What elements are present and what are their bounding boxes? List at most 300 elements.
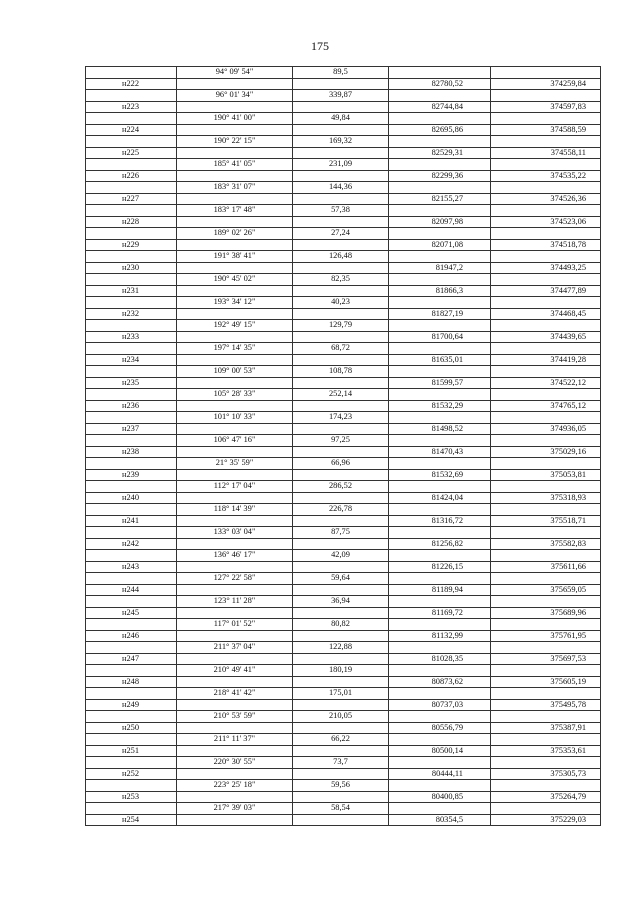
table-row [86,538,601,550]
y-coordinate-cell [491,297,601,309]
direction-angle-cell [177,469,293,481]
y-coordinate-cell: 374588,59 [491,124,601,136]
table-row [86,596,601,608]
direction-angle-cell [177,170,293,182]
distance-cell: 89,5 [293,67,389,79]
point-name-cell: н248 [86,676,177,688]
x-coordinate-cell [389,435,491,447]
table-row [86,734,601,746]
distance-cell: 66,22 [293,734,389,746]
y-coordinate-cell [491,343,601,355]
y-coordinate-cell: 375611,66 [491,561,601,573]
point-name-cell [86,182,177,194]
direction-angle-cell [177,722,293,734]
direction-angle-cell: 211° 11' 37" [177,734,293,746]
y-coordinate-cell: 374439,65 [491,331,601,343]
point-name-cell: н230 [86,262,177,274]
x-coordinate-cell: 81498,52 [389,423,491,435]
direction-angle-cell: 217° 39' 03" [177,803,293,815]
table-row [86,814,601,826]
table-row [86,412,601,424]
distance-cell: 174,23 [293,412,389,424]
table-row [86,573,601,585]
point-name-cell: н231 [86,285,177,297]
direction-angle-cell [177,308,293,320]
direction-angle-cell [177,676,293,688]
point-name-cell: н245 [86,607,177,619]
distance-cell: 66,96 [293,458,389,470]
distance-cell [293,607,389,619]
direction-angle-cell [177,147,293,159]
distance-cell: 210,05 [293,711,389,723]
x-coordinate-cell [389,458,491,470]
point-name-cell [86,435,177,447]
y-coordinate-cell: 374558,11 [491,147,601,159]
distance-cell [293,630,389,642]
y-coordinate-cell [491,458,601,470]
distance-cell [293,561,389,573]
x-coordinate-cell: 82744,84 [389,101,491,113]
distance-cell: 42,09 [293,550,389,562]
distance-cell: 68,72 [293,343,389,355]
table-row [86,297,601,309]
x-coordinate-cell: 82155,27 [389,193,491,205]
direction-angle-cell: 136° 46' 17" [177,550,293,562]
table-row [86,492,601,504]
distance-cell: 49,84 [293,113,389,125]
y-coordinate-cell: 375229,03 [491,814,601,826]
direction-angle-cell: 117° 01' 52" [177,619,293,631]
y-coordinate-cell: 375387,91 [491,722,601,734]
point-name-cell: н232 [86,308,177,320]
y-coordinate-cell [491,481,601,493]
y-coordinate-cell [491,67,601,79]
distance-cell: 27,24 [293,228,389,240]
distance-cell: 108,78 [293,366,389,378]
table-row [86,285,601,297]
point-name-cell: н235 [86,377,177,389]
x-coordinate-cell [389,274,491,286]
x-coordinate-cell [389,228,491,240]
direction-angle-cell [177,492,293,504]
table-row [86,607,601,619]
table-row [86,377,601,389]
y-coordinate-cell [491,734,601,746]
distance-cell: 97,25 [293,435,389,447]
y-coordinate-cell: 375495,78 [491,699,601,711]
distance-cell [293,147,389,159]
point-name-cell [86,573,177,585]
table-row [86,780,601,792]
x-coordinate-cell: 81132,99 [389,630,491,642]
x-coordinate-cell: 82097,98 [389,216,491,228]
table-row [86,308,601,320]
x-coordinate-cell [389,734,491,746]
y-coordinate-cell: 374765,12 [491,400,601,412]
y-coordinate-cell: 375605,19 [491,676,601,688]
table-row [86,90,601,102]
table-row [86,113,601,125]
y-coordinate-cell: 375518,71 [491,515,601,527]
direction-angle-cell [177,515,293,527]
direction-angle-cell: 109° 00' 53" [177,366,293,378]
x-coordinate-cell: 80873,62 [389,676,491,688]
direction-angle-cell [177,630,293,642]
distance-cell: 57,38 [293,205,389,217]
x-coordinate-cell: 80500,14 [389,745,491,757]
point-name-cell: н240 [86,492,177,504]
y-coordinate-cell: 375053,81 [491,469,601,481]
direction-angle-cell: 189° 02' 26" [177,228,293,240]
distance-cell [293,768,389,780]
distance-cell: 169,32 [293,136,389,148]
y-coordinate-cell [491,504,601,516]
x-coordinate-cell [389,780,491,792]
page-number: 175 [311,39,329,53]
direction-angle-cell: 220° 30' 55" [177,757,293,769]
x-coordinate-cell [389,642,491,654]
y-coordinate-cell: 374477,89 [491,285,601,297]
table-row [86,331,601,343]
y-coordinate-cell: 374535,22 [491,170,601,182]
table-row [86,205,601,217]
distance-cell [293,745,389,757]
distance-cell [293,78,389,90]
point-name-cell [86,734,177,746]
direction-angle-cell: 190° 45' 02" [177,274,293,286]
table-row [86,469,601,481]
table-row [86,722,601,734]
y-coordinate-cell: 374522,12 [491,377,601,389]
point-name-cell [86,665,177,677]
direction-angle-cell: 183° 17' 48" [177,205,293,217]
x-coordinate-cell: 80444,11 [389,768,491,780]
y-coordinate-cell: 374597,83 [491,101,601,113]
direction-angle-cell [177,607,293,619]
y-coordinate-cell [491,274,601,286]
x-coordinate-cell: 82529,31 [389,147,491,159]
point-name-cell [86,205,177,217]
y-coordinate-cell [491,435,601,447]
point-name-cell [86,366,177,378]
y-coordinate-cell [491,90,601,102]
distance-cell: 175,01 [293,688,389,700]
y-coordinate-cell [491,136,601,148]
x-coordinate-cell: 80400,85 [389,791,491,803]
x-coordinate-cell [389,343,491,355]
table-row [86,446,601,458]
table-row [86,803,601,815]
x-coordinate-cell [389,688,491,700]
y-coordinate-cell: 375264,79 [491,791,601,803]
x-coordinate-cell: 81424,04 [389,492,491,504]
x-coordinate-cell [389,550,491,562]
point-name-cell: н224 [86,124,177,136]
y-coordinate-cell: 375305,73 [491,768,601,780]
direction-angle-cell: 105° 28' 33" [177,389,293,401]
direction-angle-cell [177,101,293,113]
x-coordinate-cell [389,711,491,723]
table-row [86,354,601,366]
distance-cell [293,653,389,665]
table-row [86,147,601,159]
x-coordinate-cell [389,481,491,493]
distance-cell: 129,79 [293,320,389,332]
direction-angle-cell [177,745,293,757]
point-name-cell: н241 [86,515,177,527]
point-name-cell: н237 [86,423,177,435]
table-row [86,320,601,332]
distance-cell [293,216,389,228]
direction-angle-cell: 21° 35' 59" [177,458,293,470]
x-coordinate-cell: 82780,52 [389,78,491,90]
distance-cell: 58,54 [293,803,389,815]
direction-angle-cell [177,285,293,297]
direction-angle-cell [177,791,293,803]
y-coordinate-cell [491,757,601,769]
table-row [86,665,601,677]
y-coordinate-cell [491,366,601,378]
y-coordinate-cell: 374259,84 [491,78,601,90]
direction-angle-cell [177,354,293,366]
point-name-cell: н246 [86,630,177,642]
y-coordinate-cell [491,619,601,631]
distance-cell: 252,14 [293,389,389,401]
distance-cell [293,469,389,481]
direction-angle-cell: 112° 17' 04" [177,481,293,493]
distance-cell: 339,87 [293,90,389,102]
direction-angle-cell [177,423,293,435]
direction-angle-cell: 193° 34' 12" [177,297,293,309]
table-row [86,389,601,401]
y-coordinate-cell: 375659,05 [491,584,601,596]
table-row [86,458,601,470]
direction-angle-cell: 192° 49' 15" [177,320,293,332]
table-row [86,630,601,642]
coordinates-table [85,66,601,826]
direction-angle-cell: 183° 31' 07" [177,182,293,194]
y-coordinate-cell: 374526,36 [491,193,601,205]
distance-cell [293,193,389,205]
distance-cell [293,492,389,504]
direction-angle-cell: 210° 49' 41" [177,665,293,677]
x-coordinate-cell: 81532,29 [389,400,491,412]
x-coordinate-cell [389,665,491,677]
distance-cell [293,446,389,458]
x-coordinate-cell [389,757,491,769]
x-coordinate-cell [389,527,491,539]
table-row [86,699,601,711]
point-name-cell: н251 [86,745,177,757]
point-name-cell: н244 [86,584,177,596]
direction-angle-cell [177,78,293,90]
x-coordinate-cell: 81947,2 [389,262,491,274]
distance-cell [293,354,389,366]
distance-cell [293,400,389,412]
point-name-cell: н238 [86,446,177,458]
direction-angle-cell [177,400,293,412]
table-row [86,561,601,573]
x-coordinate-cell [389,297,491,309]
point-name-cell [86,504,177,516]
direction-angle-cell [177,446,293,458]
direction-angle-cell: 218° 41' 42" [177,688,293,700]
x-coordinate-cell [389,159,491,171]
y-coordinate-cell [491,688,601,700]
distance-cell [293,584,389,596]
x-coordinate-cell [389,205,491,217]
x-coordinate-cell: 81700,64 [389,331,491,343]
point-name-cell [86,412,177,424]
distance-cell: 126,48 [293,251,389,263]
point-name-cell [86,228,177,240]
direction-angle-cell: 106° 47' 16" [177,435,293,447]
distance-cell: 80,82 [293,619,389,631]
table-row [86,423,601,435]
direction-angle-cell: 96° 01' 34" [177,90,293,102]
direction-angle-cell: 101° 10' 33" [177,412,293,424]
table-row [86,400,601,412]
x-coordinate-cell: 81599,57 [389,377,491,389]
point-name-cell [86,481,177,493]
distance-cell [293,515,389,527]
y-coordinate-cell: 375761,95 [491,630,601,642]
y-coordinate-cell [491,205,601,217]
y-coordinate-cell [491,251,601,263]
x-coordinate-cell [389,182,491,194]
y-coordinate-cell [491,228,601,240]
table-row [86,711,601,723]
direction-angle-cell: 127° 22' 58" [177,573,293,585]
point-name-cell [86,780,177,792]
direction-angle-cell [177,653,293,665]
point-name-cell: н234 [86,354,177,366]
y-coordinate-cell [491,780,601,792]
x-coordinate-cell [389,251,491,263]
point-name-cell [86,596,177,608]
distance-cell [293,676,389,688]
point-name-cell [86,619,177,631]
x-coordinate-cell [389,67,491,79]
table-row [86,124,601,136]
direction-angle-cell: 94° 09' 54" [177,67,293,79]
distance-cell [293,423,389,435]
y-coordinate-cell: 374936,05 [491,423,601,435]
direction-angle-cell: 133° 03' 04" [177,527,293,539]
table-row [86,676,601,688]
direction-angle-cell [177,377,293,389]
x-coordinate-cell: 81189,94 [389,584,491,596]
point-name-cell [86,803,177,815]
x-coordinate-cell: 81256,82 [389,538,491,550]
direction-angle-cell [177,584,293,596]
y-coordinate-cell: 375697,53 [491,653,601,665]
y-coordinate-cell: 374518,78 [491,239,601,251]
x-coordinate-cell: 81532,69 [389,469,491,481]
distance-cell [293,285,389,297]
point-name-cell [86,274,177,286]
distance-cell [293,538,389,550]
y-coordinate-cell [491,412,601,424]
direction-angle-cell [177,814,293,826]
y-coordinate-cell: 375582,83 [491,538,601,550]
distance-cell [293,239,389,251]
distance-cell [293,308,389,320]
direction-angle-cell [177,239,293,251]
point-name-cell [86,90,177,102]
distance-cell [293,170,389,182]
direction-angle-cell: 210° 53' 59" [177,711,293,723]
point-name-cell: н253 [86,791,177,803]
direction-angle-cell: 211° 37' 04" [177,642,293,654]
point-name-cell [86,113,177,125]
x-coordinate-cell: 80737,03 [389,699,491,711]
table-row [86,170,601,182]
table-row [86,688,601,700]
point-name-cell [86,757,177,769]
table-row [86,228,601,240]
distance-cell: 144,36 [293,182,389,194]
point-name-cell: н239 [86,469,177,481]
distance-cell: 87,75 [293,527,389,539]
point-name-cell [86,159,177,171]
direction-angle-cell [177,561,293,573]
point-name-cell [86,711,177,723]
table-row [86,642,601,654]
distance-cell: 226,78 [293,504,389,516]
table-row [86,619,601,631]
distance-cell: 286,52 [293,481,389,493]
direction-angle-cell [177,216,293,228]
y-coordinate-cell [491,642,601,654]
direction-angle-cell [177,124,293,136]
direction-angle-cell: 190° 22' 15" [177,136,293,148]
direction-angle-cell [177,768,293,780]
distance-cell: 59,56 [293,780,389,792]
x-coordinate-cell: 81635,01 [389,354,491,366]
direction-angle-cell: 123° 11' 28" [177,596,293,608]
point-name-cell: н252 [86,768,177,780]
table-row [86,67,601,79]
direction-angle-cell: 190° 41' 00" [177,113,293,125]
x-coordinate-cell [389,136,491,148]
direction-angle-cell: 191° 38' 41" [177,251,293,263]
point-name-cell: н247 [86,653,177,665]
x-coordinate-cell [389,573,491,585]
distance-cell: 122,88 [293,642,389,654]
point-name-cell: н228 [86,216,177,228]
direction-angle-cell [177,193,293,205]
table-row [86,550,601,562]
x-coordinate-cell [389,803,491,815]
table-row [86,745,601,757]
y-coordinate-cell [491,711,601,723]
distance-cell [293,791,389,803]
y-coordinate-cell [491,182,601,194]
table-row [86,584,601,596]
y-coordinate-cell [491,159,601,171]
table-row [86,251,601,263]
table-row [86,262,601,274]
point-name-cell: н222 [86,78,177,90]
x-coordinate-cell [389,389,491,401]
point-name-cell [86,320,177,332]
point-name-cell [86,297,177,309]
x-coordinate-cell [389,90,491,102]
y-coordinate-cell [491,389,601,401]
x-coordinate-cell: 81169,72 [389,607,491,619]
distance-cell: 40,23 [293,297,389,309]
